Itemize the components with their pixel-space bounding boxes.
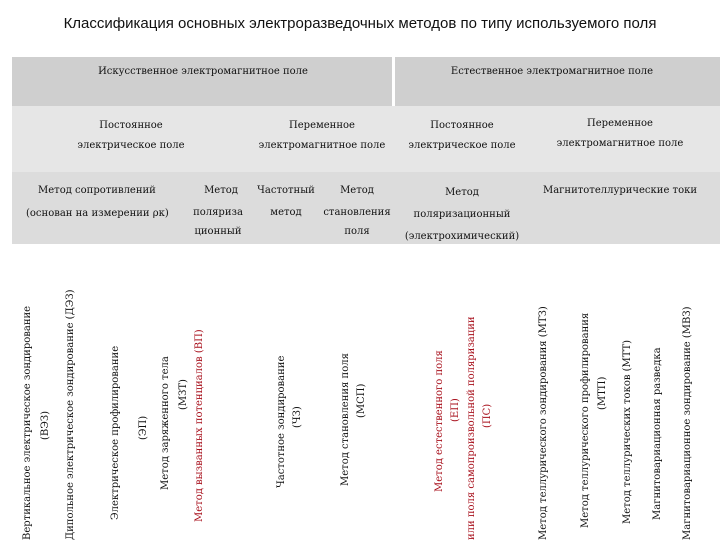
method-frequency-line1: Частотный	[257, 185, 315, 196]
subtype-frequency-sounding-line1: Частотное зондирование	[276, 355, 287, 488]
subtype-transient-line1: Метод становления поля	[340, 353, 351, 486]
method-polarization-line1: Метод	[204, 185, 238, 196]
method-magnetotelluric: Магнитотеллурические токи	[542, 185, 698, 196]
subtype-magnetovariation-survey: Магнитовариационная разведка	[652, 347, 663, 520]
method-polarization-line3: ционный	[194, 226, 242, 237]
var-field-natural-line2: электромагнитное поле	[556, 138, 684, 149]
subtype-induced-polarization: Метод вызванных потенциалов (ВП)	[194, 329, 205, 522]
subtype-telluric-profiling-line2: (МТП)	[597, 376, 608, 410]
subtype-ves-line1: Вертикальное электрическое зондирование	[22, 305, 33, 540]
subtype-spontaneous-polarization-line2: (ПС)	[482, 403, 493, 428]
header-natural: Естественное электромагнитное поле	[450, 66, 654, 77]
method-resistivity-line1: Метод сопротивлений	[38, 185, 156, 196]
var-field-artificial-line1: Переменное	[289, 120, 355, 131]
subtype-telluric-profiling-line1: Метод теллурического профилирования	[580, 312, 591, 528]
method-natural-polarization-line2: поляризационный	[413, 209, 511, 220]
subtype-magnetovariation-sounding: Магнитовариационное зондирование (МВЗ)	[682, 306, 693, 540]
subtype-frequency-sounding-line2: (ЧЗ)	[292, 406, 303, 428]
subtype-profiling-line2: (ЭП)	[138, 415, 149, 440]
method-resistivity-line2: (основан на измерении ρк)	[26, 208, 169, 219]
var-field-artificial-line2: электромагнитное поле	[258, 140, 386, 151]
header-band-natural	[395, 57, 720, 106]
var-field-natural-line1: Переменное	[587, 118, 653, 129]
method-frequency-line2: метод	[270, 207, 302, 218]
subtype-spontaneous-polarization-line1: или поля самопроизвольной поляризации	[466, 316, 477, 540]
subtype-transient-line2: (МСП)	[356, 383, 367, 418]
method-transient-line1: Метод	[340, 185, 374, 196]
subtype-charged-body-line2: (МЗТ)	[178, 379, 189, 410]
subtype-charged-body-line1: Метод заряженного тела	[160, 356, 171, 490]
subtype-self-potential-line1: Метод естественного поля	[434, 350, 445, 492]
method-natural-polarization-line1: Метод	[445, 187, 479, 198]
const-field-natural-line1: Постоянное	[430, 120, 494, 131]
const-field-artificial-line2: электрическое поле	[77, 140, 185, 151]
method-transient-line3: поля	[344, 226, 370, 237]
subtype-mts: Метод теллурического зондирования (МТЗ)	[538, 306, 549, 540]
subtype-self-potential-line2: (ЕП)	[450, 398, 461, 422]
subtype-profiling-line1: Электрическое профилирование	[110, 345, 121, 520]
method-transient-line2: становления	[323, 207, 391, 218]
const-field-natural-line2: электрическое поле	[408, 140, 516, 151]
slide-title: Классификация основных электроразведочных методов по типу используемого поля	[63, 15, 657, 32]
header-band-artificial	[12, 57, 392, 106]
subtype-telluric-currents: Метод теллурических токов (МТТ)	[622, 339, 633, 524]
subtype-ves-line2: (ВЭЗ)	[40, 410, 51, 440]
header-artificial: Искусственное электромагнитное поле	[98, 66, 308, 77]
method-polarization-line2: поляриза	[193, 207, 243, 218]
const-field-artificial-line1: Постоянное	[99, 120, 163, 131]
subtype-dipole-sounding: Дипольное электрическое зондирование (ДЭЗ)	[65, 289, 76, 540]
method-natural-polarization-line3: (электрохимический)	[404, 231, 520, 242]
